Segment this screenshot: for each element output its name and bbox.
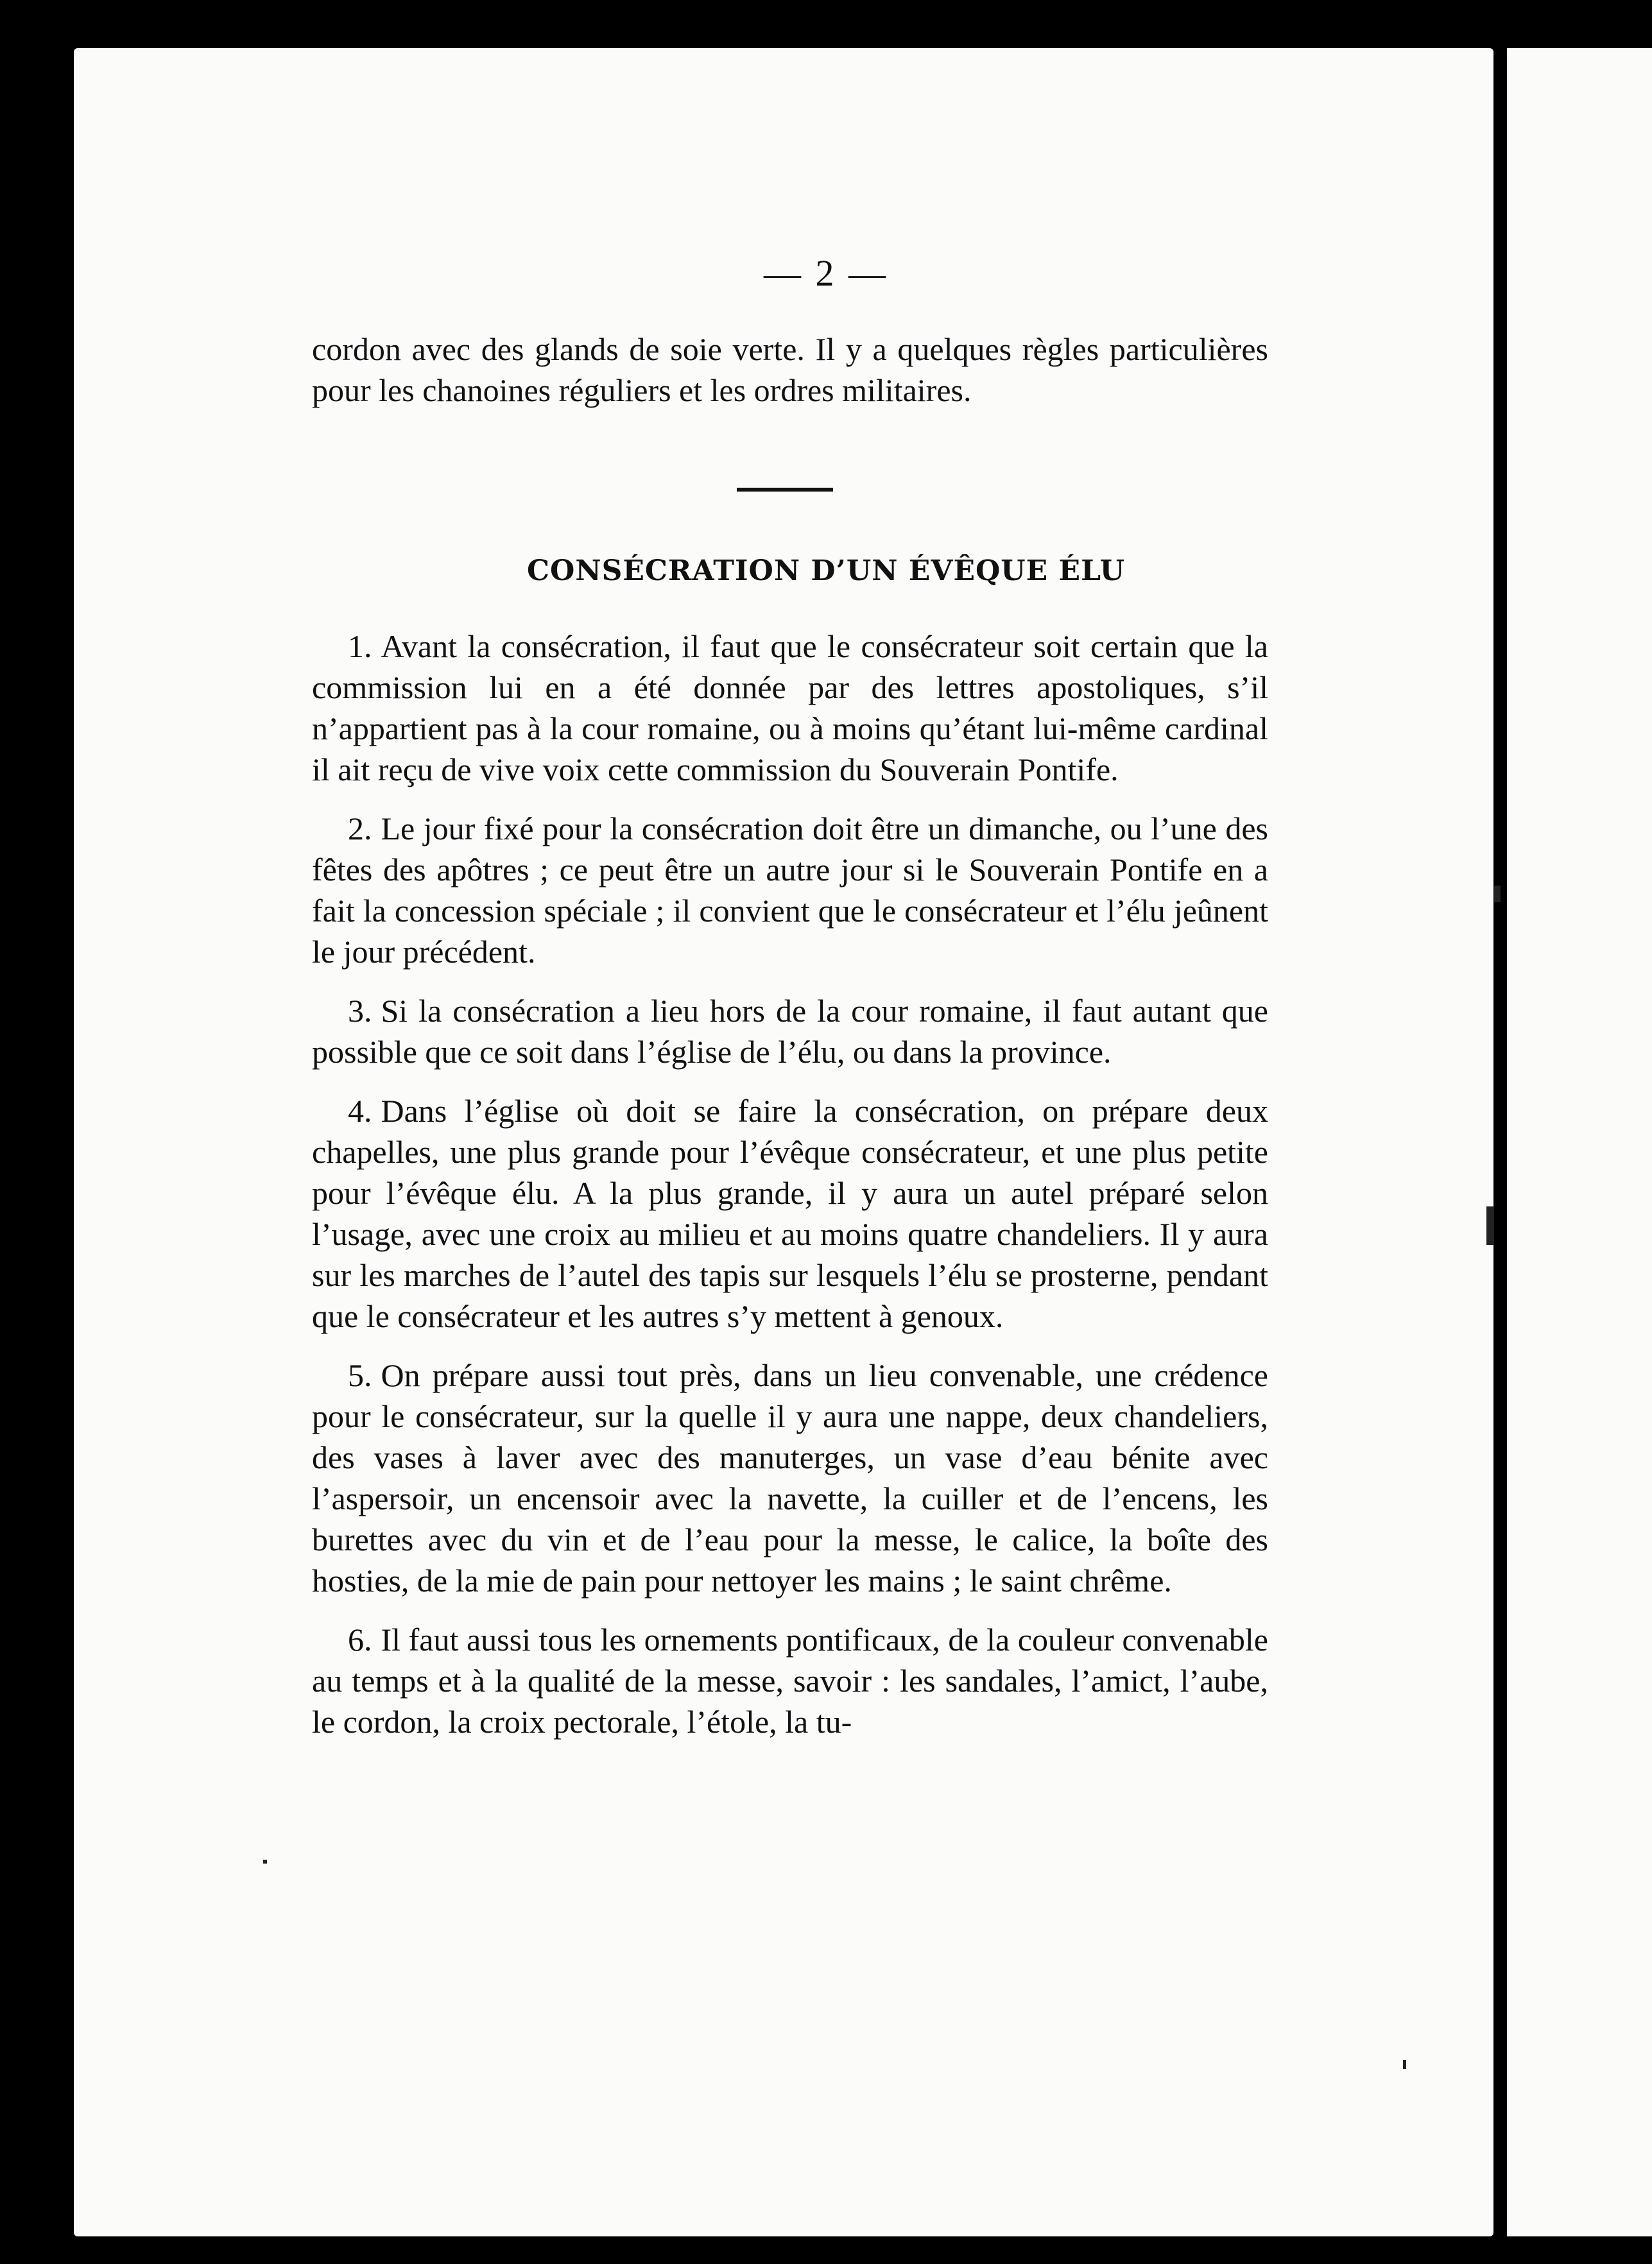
section-divider (737, 488, 833, 492)
scan-speck (1494, 886, 1501, 902)
paragraph-text: Il faut aussi tous les ornements pontificaux, de la couleur convenable au temps et à la qualité de la messe, savoir : les sandales, l’amict, l’aube, le cordon, la croix pectorale, l’étole, la tu- (312, 1622, 1268, 1740)
paragraph-number: 3. (348, 993, 372, 1029)
intro-paragraph: cordon avec des glands de soie verte. Il y a quelques règles particulières pour les chanoines réguliers et les ordres militaires. (312, 331, 1268, 408)
paragraph-2 (312, 808, 1268, 972)
facing-page-edge (1507, 48, 1652, 2236)
paragraph-number: 2. (348, 810, 372, 846)
scan-speck (1403, 2060, 1406, 2069)
paragraph-text: On prépare aussi tout près, dans un lieu convenable, une crédence pour le consécrateur, sur la quelle il y aura une nappe, deux chandeliers, des vases à laver avec des manuterges, un vase d’eau bénite avec l’aspersoir, un encensoir avec la navette, la cuiller et de l’encens, les burettes avec du vin et de l’eau pour la messe, le calice, la boîte des hosties, de la mie de pain pour nettoyer les mains ; le saint chrême. (312, 1357, 1268, 1599)
numbered-paragraphs (312, 626, 1268, 1760)
paragraph-text: Avant la consécration, il faut que le consécrateur soit certain que la commission lui en a été donnée par des lettres apostoliques, s’il n’appartient pas à la cour romaine, ou à moins qu’étant lui-même cardinal il ait reçu de vive voix cette commission du Souverain Pontife. (312, 628, 1268, 787)
paragraph-5 (312, 1355, 1268, 1601)
paragraph-4 (312, 1090, 1268, 1337)
paragraph-number: 6. (348, 1622, 372, 1658)
paragraph-number: 5. (348, 1357, 372, 1393)
scan-speck (263, 1860, 267, 1864)
paragraph-text: Le jour fixé pour la consécration doit être un dimanche, ou l’une des fêtes des apôtres ; ce peut être un autre jour si le Souverain Pontife en a fait la concession spéciale ; il convient que le consécrateur et l’élu jeûnent le jour précédent. (312, 810, 1268, 970)
paragraph-3 (312, 990, 1268, 1072)
section-title: CONSÉCRATION D’UN ÉVÊQUE ÉLU (527, 554, 1125, 587)
page-number: — 2 — (764, 252, 888, 294)
paragraph-number: 4. (348, 1093, 372, 1129)
paragraph-1 (312, 626, 1268, 790)
paragraph-number: 1. (348, 628, 372, 664)
paragraph-text: Si la consécration a lieu hors de la cour romaine, il faut autant que possible que ce soit dans l’église de l’élu, ou dans la province. (312, 993, 1268, 1070)
paragraph-6 (312, 1619, 1268, 1742)
paragraph-text: Dans l’église où doit se faire la consécration, on prépare deux chapelles, une plus grande pour l’évêque consécrateur, et une plus petite pour l’évêque élu. A la plus grande, il y aura un autel préparé selon l’usage, avec une croix au milieu et au moins quatre chandeliers. Il y aura sur les marches de l’autel des tapis sur lesquels l’élu se prosterne, pendant que le consécrateur et les autres s’y mettent à genoux. (312, 1093, 1268, 1334)
scan-speck (1486, 1206, 1494, 1245)
